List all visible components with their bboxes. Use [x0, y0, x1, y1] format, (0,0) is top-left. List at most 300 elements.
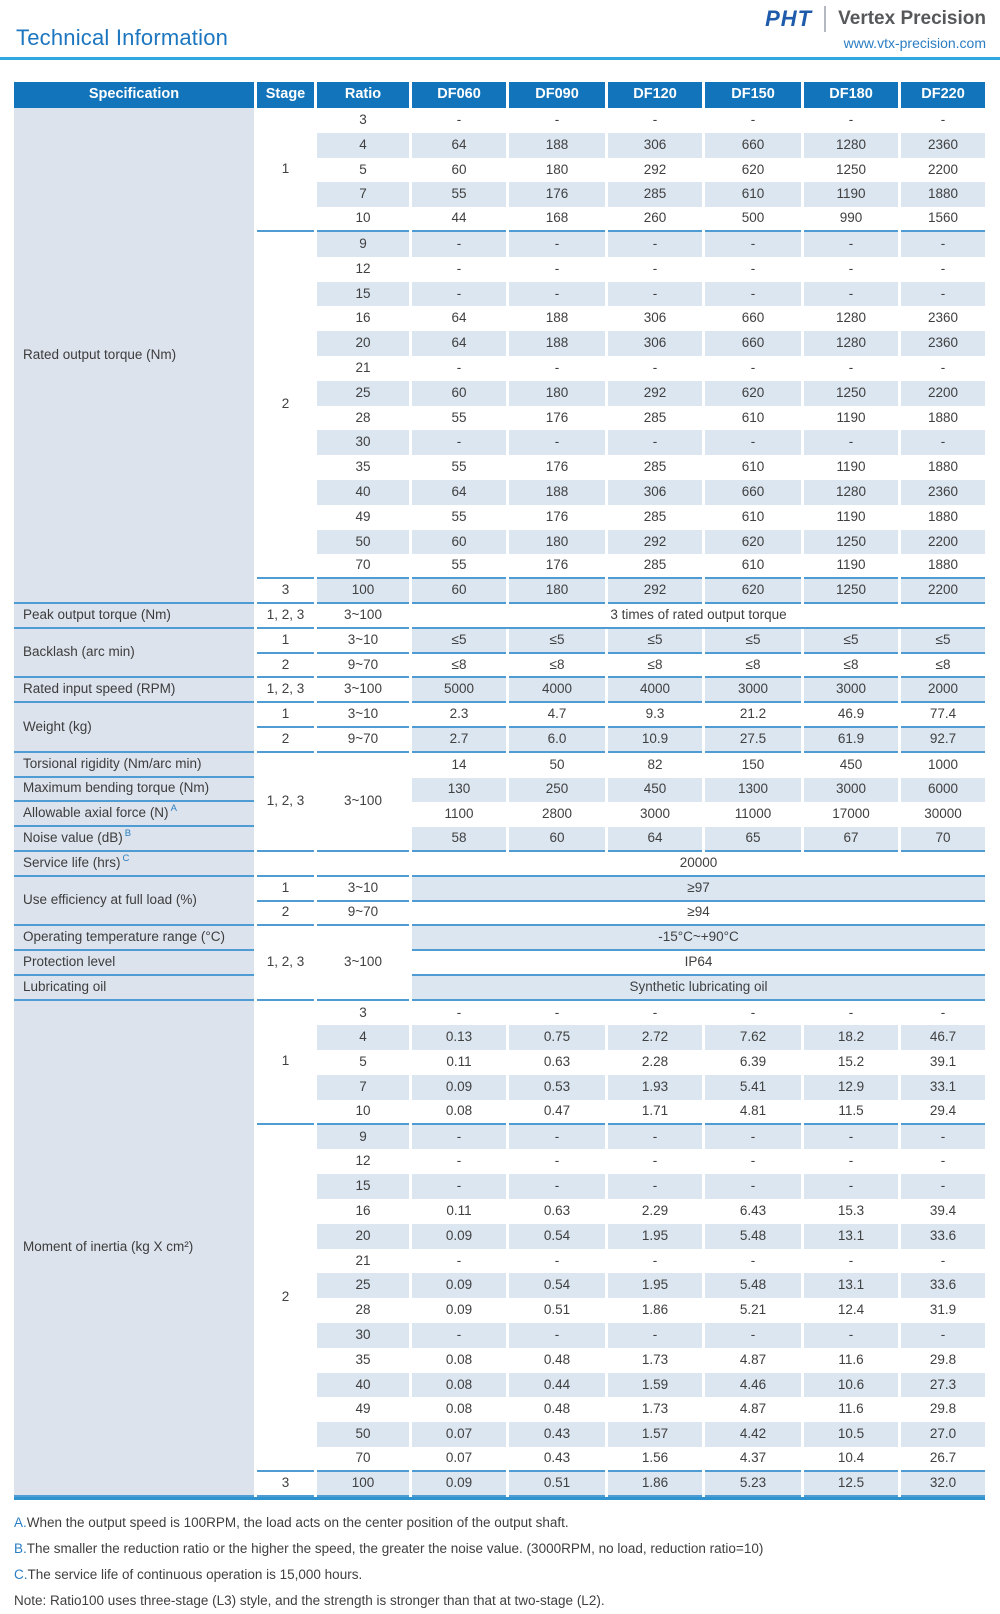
spec-label: Maximum bending torque (Nm): [14, 778, 254, 803]
spec-label: Backlash (arc min): [14, 629, 254, 679]
value-cell: -: [456, 1252, 462, 1268]
value-cell: 46.7: [901, 1025, 985, 1050]
ratio-cell: 3: [359, 1004, 367, 1020]
value-cell: 0.44: [509, 1373, 605, 1398]
value-cell: 4.42: [705, 1422, 801, 1447]
value-cell: 292: [608, 381, 702, 406]
value-cell: -: [940, 260, 946, 276]
value-cell: 2200: [901, 381, 985, 406]
value-cell: 64: [412, 480, 506, 505]
value-cell: 450: [839, 756, 863, 772]
value-cell: 1880: [901, 554, 985, 579]
ratio-cell: 30: [317, 1323, 409, 1348]
value-cell: -: [705, 232, 801, 257]
ratio-cell: 50: [317, 530, 409, 555]
value-cell: 1280: [835, 310, 867, 326]
value-cell: 1.71: [608, 1100, 702, 1125]
value-cell: 620: [705, 579, 801, 604]
ratio-cell: 16: [355, 310, 371, 326]
value-cell: 0.48: [543, 1401, 571, 1417]
value-cell: 620: [705, 530, 801, 555]
ratio-cell: 3~10: [317, 703, 409, 728]
value-cell: -: [804, 1174, 898, 1199]
value-cell: 1.73: [641, 1351, 669, 1367]
value-cell: -: [608, 1125, 702, 1150]
value-cell: 18.2: [804, 1025, 898, 1050]
value-cell: 1.59: [608, 1373, 702, 1398]
value-cell: 0.09: [412, 1273, 506, 1298]
value-cell: -: [652, 359, 658, 375]
value-cell: 27.0: [901, 1422, 985, 1447]
value-cell: -: [412, 1174, 506, 1199]
value-cell: 168: [509, 207, 605, 232]
footnote-letter: B.: [14, 1540, 27, 1556]
value-cell: 10.6: [804, 1373, 898, 1398]
value-cell: 1880: [901, 182, 985, 207]
value-cell: 55: [451, 508, 467, 524]
footnote-a: [14, 1510, 1000, 1536]
spec-label: Weight (kg): [14, 703, 254, 753]
ratio-cell: 12: [355, 1153, 371, 1169]
value-cell: 610: [705, 182, 801, 207]
spec-label: Peak output torque (Nm): [14, 604, 254, 629]
spec-label: Rated input speed (RPM): [14, 678, 254, 703]
value-cell: 1.57: [608, 1422, 702, 1447]
column-header: DF090: [509, 82, 605, 108]
value-cell: -: [509, 1174, 605, 1199]
value-cell: -: [608, 1174, 702, 1199]
value-cell: 9.3: [608, 703, 702, 728]
footnote-c: [14, 1562, 1000, 1588]
value-cell: 17000: [832, 806, 870, 822]
value-cell: 6.0: [509, 728, 605, 753]
ratio-cell: 16: [355, 1203, 371, 1219]
value-cell: -: [750, 111, 756, 127]
value-cell: 1250: [835, 161, 867, 177]
value-cell: 285: [643, 508, 667, 524]
stage-cell: 1: [257, 108, 314, 232]
value-cell: 1880: [927, 409, 959, 425]
value-cell: 188: [509, 480, 605, 505]
column-header: Ratio: [317, 82, 409, 108]
ratio-cell: 20: [317, 1224, 409, 1249]
value-cell: 260: [608, 207, 702, 232]
value-cell: 4000: [509, 678, 605, 703]
value-cell: -: [509, 232, 605, 257]
value-cell: 176: [509, 554, 605, 579]
ratio-cell: 3: [359, 111, 367, 127]
value-cell: 33.6: [901, 1224, 985, 1249]
ratio-cell: 100: [317, 1472, 409, 1497]
value-cell: ≤5: [901, 629, 985, 654]
value-cell: 0.09: [445, 1302, 473, 1318]
value-cell: 2360: [901, 331, 985, 356]
value-cell: -: [608, 282, 702, 307]
value-cell: -: [848, 111, 854, 127]
ratio-cell: 3~100: [317, 753, 409, 852]
column-header: Specification: [14, 82, 254, 108]
value-cell: 31.9: [929, 1302, 957, 1318]
value-cell: 21.2: [705, 703, 801, 728]
value-cell: 1.73: [641, 1401, 669, 1417]
value-cell: 1100: [444, 806, 474, 822]
value-cell: 0.53: [509, 1075, 605, 1100]
value-cell: -: [705, 282, 801, 307]
stage-cell: 1, 2, 3: [257, 604, 314, 629]
value-cell: -: [412, 1323, 506, 1348]
stage-cell: 2: [257, 902, 314, 927]
stage-cell: 3: [257, 1472, 314, 1497]
value-cell: -: [652, 1004, 658, 1020]
value-cell: 2.28: [641, 1054, 669, 1070]
value-cell: 1250: [804, 381, 898, 406]
ratio-cell: 3~100: [317, 678, 409, 703]
value-cell: ≤5: [412, 629, 506, 654]
value-cell: 1300: [705, 778, 801, 803]
page-title: Technical Information: [16, 25, 229, 50]
spec-label: Allowable axial force (N) $^A$: [14, 802, 254, 827]
ratio-cell: 49: [355, 508, 371, 524]
value-cell: 1000: [927, 756, 959, 772]
value-cell: -: [412, 430, 506, 455]
value-cell: -: [652, 111, 658, 127]
ratio-cell: 12: [355, 260, 371, 276]
value-cell: 33.6: [901, 1273, 985, 1298]
spec-label: Lubricating oil: [14, 976, 254, 1001]
value-cell: -: [750, 1153, 756, 1169]
value-cell: 2.29: [641, 1203, 669, 1219]
value-cell: 0.43: [509, 1447, 605, 1472]
value-cell: 1560: [901, 207, 985, 232]
value-cell: ≤5: [608, 629, 702, 654]
value-cell: 60: [451, 161, 467, 177]
value-cell: 4.81: [705, 1100, 801, 1125]
value-cell: 3000: [804, 778, 898, 803]
value-cell: 250: [509, 778, 605, 803]
value-cell: -: [750, 1004, 756, 1020]
value-cell: 4000: [608, 678, 702, 703]
website-link: www.vtx-precision.com: [843, 35, 986, 51]
ratio-cell: 7: [317, 1075, 409, 1100]
pht-logo: PHT: [765, 6, 813, 31]
value-cell: 1280: [804, 331, 898, 356]
value-cell: -: [608, 1323, 702, 1348]
value-cell: -: [804, 1323, 898, 1348]
value-cell: 27.3: [901, 1373, 985, 1398]
stage-cell: 2: [257, 654, 314, 679]
value-cell: -: [554, 359, 560, 375]
value-cell: -: [652, 1153, 658, 1169]
ratio-cell: 7: [317, 182, 409, 207]
value-cell: -: [705, 1323, 801, 1348]
value-cell: -: [940, 359, 946, 375]
value-cell: -: [750, 359, 756, 375]
value-cell: 5.21: [739, 1302, 767, 1318]
ratio-cell: 9~70: [317, 902, 409, 927]
ratio-cell: 35: [355, 459, 371, 475]
column-header: DF150: [705, 82, 801, 108]
value-cell: -: [608, 232, 702, 257]
stage-cell: 2: [257, 232, 314, 579]
value-cell: 0.08: [412, 1373, 506, 1398]
value-cell: 13.1: [804, 1273, 898, 1298]
value-cell: 188: [545, 310, 569, 326]
ratio-cell: 5: [359, 1054, 367, 1070]
value-cell: 3000: [639, 806, 671, 822]
header-rule: [0, 57, 1000, 60]
value-cell: 1190: [836, 508, 866, 524]
value-cell: 60: [509, 827, 605, 852]
ratio-cell: 49: [355, 1401, 371, 1417]
ratio-cell: 9: [317, 232, 409, 257]
value-cell: 1.86: [608, 1472, 702, 1497]
page-header: [0, 0, 1000, 60]
value-cell: 3000: [705, 678, 801, 703]
value-cell: 12.9: [804, 1075, 898, 1100]
company-name: Vertex Precision: [838, 8, 986, 29]
footnote-text: The service life of continuous operation is 15,000 hours.: [27, 1566, 363, 1582]
column-header: DF220: [901, 82, 985, 108]
value-cell: 50: [549, 756, 565, 772]
value-cell: Synthetic lubricating oil: [412, 976, 985, 1001]
value-cell: 15.3: [837, 1203, 865, 1219]
value-cell: 39.4: [929, 1203, 957, 1219]
value-cell: -: [509, 282, 605, 307]
value-cell: 0.09: [412, 1224, 506, 1249]
value-cell: 306: [608, 133, 702, 158]
value-cell: -: [705, 1174, 801, 1199]
value-cell: -: [901, 232, 985, 257]
value-cell: 64: [451, 310, 467, 326]
ratio-cell: 3~100: [317, 604, 409, 629]
value-cell: -: [804, 1125, 898, 1150]
value-cell: ≤8: [608, 654, 702, 679]
value-cell: 180: [545, 161, 569, 177]
stage-cell: 1: [257, 703, 314, 728]
value-cell: 13.1: [804, 1224, 898, 1249]
ratio-cell: 3~100: [317, 926, 409, 1000]
ratio-cell: 5: [359, 161, 367, 177]
brand-block: [765, 6, 986, 51]
footnote-text: Note: Ratio100 uses three-stage (L3) style, and the strength is stronger than that at two-stage (L2).: [14, 1592, 605, 1608]
value-cell: 2360: [927, 310, 959, 326]
value-cell: 0.48: [543, 1351, 571, 1367]
value-cell: 5.41: [705, 1075, 801, 1100]
value-cell: 0.08: [412, 1100, 506, 1125]
spec-label: Use efficiency at full load (%): [14, 877, 254, 927]
value-cell: 0.75: [509, 1025, 605, 1050]
value-cell: 11.5: [804, 1100, 898, 1125]
ratio-cell: 9~70: [317, 654, 409, 679]
ratio-cell: 4: [317, 133, 409, 158]
value-cell: 60: [412, 530, 506, 555]
value-cell: 64: [412, 133, 506, 158]
value-cell: 0.47: [509, 1100, 605, 1125]
value-cell: -: [509, 1323, 605, 1348]
value-cell: 55: [451, 459, 467, 475]
value-cell: 610: [741, 508, 765, 524]
value-cell: -: [652, 1252, 658, 1268]
stage-cell: 1: [257, 877, 314, 902]
footnote-b: [14, 1536, 1000, 1562]
value-cell: 10.4: [804, 1447, 898, 1472]
value-cell: -: [940, 1153, 946, 1169]
value-cell: 77.4: [901, 703, 985, 728]
value-cell: -: [705, 1125, 801, 1150]
value-cell: 990: [804, 207, 898, 232]
value-cell: 4.87: [739, 1351, 767, 1367]
value-cell: 176: [509, 182, 605, 207]
value-cell: 12.5: [804, 1472, 898, 1497]
value-cell: 58: [412, 827, 506, 852]
value-cell: 46.9: [804, 703, 898, 728]
footnote-letter: C.: [14, 1566, 28, 1582]
value-cell: 6000: [901, 778, 985, 803]
stage-cell: 1: [257, 1001, 314, 1125]
value-cell: 0.11: [446, 1054, 472, 1070]
value-cell: 15.2: [837, 1054, 865, 1070]
column-header: Stage: [257, 82, 314, 108]
value-cell: 14: [451, 756, 467, 772]
value-cell: -: [848, 1252, 854, 1268]
value-cell: 12.4: [837, 1302, 865, 1318]
value-cell: -: [750, 1252, 756, 1268]
value-cell: 0.63: [543, 1054, 571, 1070]
value-cell: -: [901, 430, 985, 455]
value-cell: 176: [545, 508, 569, 524]
value-cell: 306: [643, 310, 667, 326]
value-cell: 11000: [734, 806, 772, 822]
ratio-cell: 35: [355, 1351, 371, 1367]
ratio-cell: [317, 852, 409, 877]
value-cell: -: [848, 1004, 854, 1020]
footnote-letter: A.: [14, 1514, 27, 1530]
ratio-cell: 10: [317, 1100, 409, 1125]
value-cell: 1880: [927, 459, 959, 475]
value-cell: 0.51: [543, 1302, 571, 1318]
value-cell: 450: [608, 778, 702, 803]
value-cell: 285: [608, 554, 702, 579]
ratio-cell: 3~10: [317, 629, 409, 654]
spec-label: Torsional rigidity (Nm/arc min): [14, 753, 254, 778]
value-cell: 5000: [412, 678, 506, 703]
value-cell: 1.93: [608, 1075, 702, 1100]
value-cell: ≤8: [804, 654, 898, 679]
value-cell: 44: [412, 207, 506, 232]
column-header: DF120: [608, 82, 702, 108]
spec-label: Moment of inertia (kg X cm²): [14, 1001, 254, 1497]
value-cell: 620: [705, 381, 801, 406]
ratio-cell: 28: [355, 409, 371, 425]
value-cell: 64: [412, 331, 506, 356]
stage-cell: 2: [257, 728, 314, 753]
ratio-cell: 100: [317, 579, 409, 604]
value-cell: 1190: [804, 182, 898, 207]
spec-table: [14, 82, 985, 1500]
value-cell: 1.86: [641, 1302, 669, 1318]
value-cell: -: [412, 1125, 506, 1150]
value-cell: 1190: [836, 459, 866, 475]
value-cell: -: [940, 1252, 946, 1268]
value-cell: 0.08: [445, 1401, 473, 1417]
spec-label: Service life (hrs) $^C$: [14, 852, 254, 877]
value-cell: 0.11: [446, 1203, 472, 1219]
value-cell: -: [412, 232, 506, 257]
value-cell: 4.87: [739, 1401, 767, 1417]
value-cell: -: [456, 1004, 462, 1020]
value-cell: -: [940, 111, 946, 127]
value-cell: -: [652, 260, 658, 276]
ratio-cell: 3~10: [317, 877, 409, 902]
ratio-cell: 21: [355, 1252, 371, 1268]
value-cell: 61.9: [804, 728, 898, 753]
value-cell: 32.0: [901, 1472, 985, 1497]
value-cell: 29.4: [901, 1100, 985, 1125]
value-cell: -: [412, 282, 506, 307]
value-cell: -: [554, 1252, 560, 1268]
value-cell: 1250: [804, 530, 898, 555]
value-cell: -: [940, 1004, 946, 1020]
value-cell: 0.07: [412, 1422, 506, 1447]
value-cell: 292: [643, 161, 667, 177]
value-cell: 29.8: [929, 1401, 957, 1417]
value-cell: 1.56: [608, 1447, 702, 1472]
ratio-cell: 4: [317, 1025, 409, 1050]
value-cell: 660: [705, 133, 801, 158]
ratio-cell: 20: [317, 331, 409, 356]
stage-cell: 1, 2, 3: [257, 753, 314, 852]
ratio-cell: 70: [317, 554, 409, 579]
value-cell: 4.37: [705, 1447, 801, 1472]
stage-cell: 1: [257, 629, 314, 654]
value-cell: 10.5: [804, 1422, 898, 1447]
value-cell: 0.43: [509, 1422, 605, 1447]
footnotes: [14, 1510, 1000, 1614]
stage-cell: 3: [257, 579, 314, 604]
value-cell: -: [554, 111, 560, 127]
ratio-cell: 28: [355, 1302, 371, 1318]
value-cell: 33.1: [901, 1075, 985, 1100]
value-cell: ≥94: [412, 902, 985, 927]
value-cell: 82: [647, 756, 663, 772]
column-header: DF180: [804, 82, 898, 108]
value-cell: -: [848, 260, 854, 276]
footnote-text: The smaller the reduction ratio or the higher the speed, the greater the noise value. (3000RPM, no load, reduction ratio=10): [26, 1540, 764, 1556]
value-cell: -: [901, 1323, 985, 1348]
value-cell: -: [848, 1153, 854, 1169]
value-cell: ≤8: [901, 654, 985, 679]
value-cell: 39.1: [929, 1054, 957, 1070]
value-cell: 1190: [836, 409, 866, 425]
value-cell: 70: [901, 827, 985, 852]
value-cell: ≤8: [412, 654, 506, 679]
value-cell: 0.63: [543, 1203, 571, 1219]
value-cell: 180: [509, 579, 605, 604]
ratio-cell: 15: [317, 282, 409, 307]
value-cell: 1880: [927, 508, 959, 524]
stage-cell: [257, 852, 314, 877]
value-cell: 1190: [804, 554, 898, 579]
value-cell: 2.72: [608, 1025, 702, 1050]
spec-label: Noise value (dB) $^B$: [14, 827, 254, 852]
value-cell: 180: [509, 530, 605, 555]
ratio-cell: 40: [317, 480, 409, 505]
ratio-cell: 30: [317, 430, 409, 455]
value-cell: 0.09: [412, 1472, 506, 1497]
value-cell: 0.07: [412, 1447, 506, 1472]
value-cell: 306: [608, 480, 702, 505]
value-cell: 29.8: [929, 1351, 957, 1367]
